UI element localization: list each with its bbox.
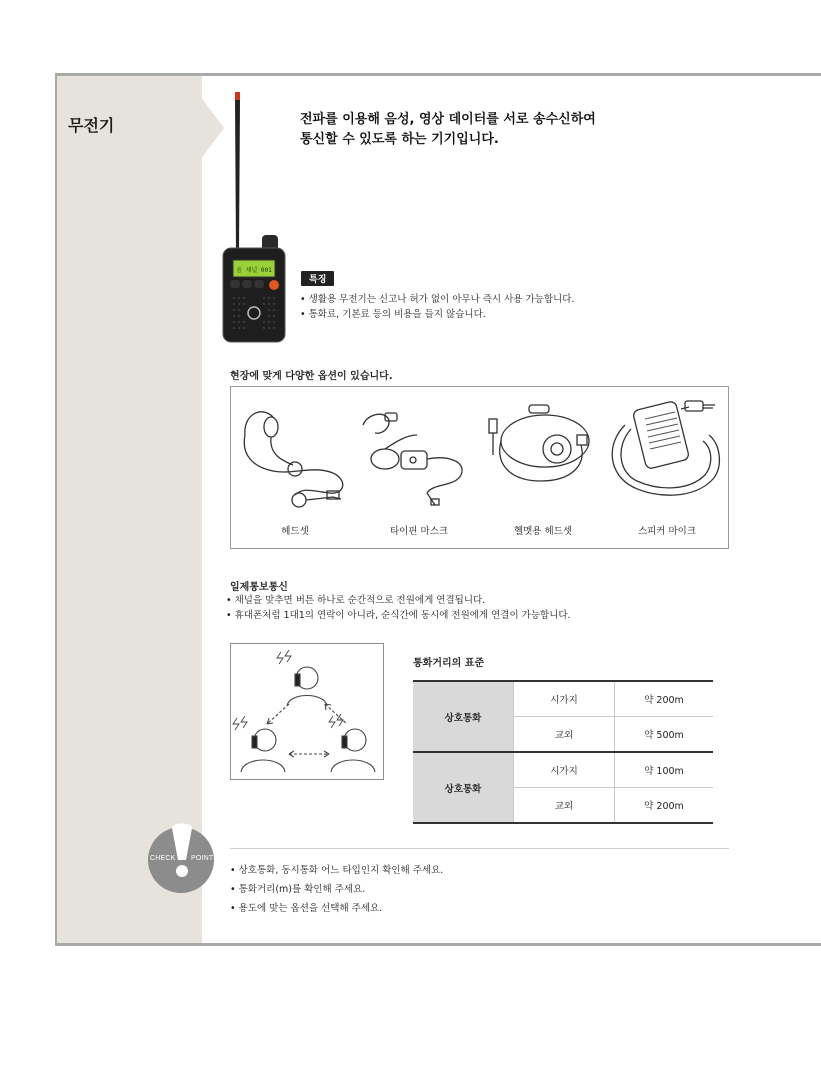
table-row xyxy=(413,681,713,717)
location-cell: 시가지 xyxy=(514,681,615,717)
sidebar-panel xyxy=(57,76,202,943)
feature-badge: 특징 xyxy=(301,271,334,286)
options-box xyxy=(230,386,729,549)
radio-screen-text: 음 채널 001 xyxy=(236,267,272,274)
feature-item: • 통화료, 기본료 등의 비용을 들지 않습니다. xyxy=(300,307,574,322)
check-point-label-right: POINT xyxy=(191,855,214,862)
feature-item: • 생활용 무전기는 신고나 허가 없이 아무나 즉시 사용 가능합니다. xyxy=(300,292,574,307)
option-label: 타이핀 마스크 xyxy=(389,526,449,537)
mode-cell: 상호통화 xyxy=(413,752,514,823)
range-table-title: 통화거리의 표준 xyxy=(413,658,485,669)
option-label: 헬멧용 헤드셋 xyxy=(513,526,573,537)
check-point-item: • 용도에 맞는 옵션을 선택해 주세요. xyxy=(230,899,443,918)
distance-cell: 약 100m xyxy=(615,752,714,788)
option-speaker-mic xyxy=(605,387,729,548)
section-title: 무전기 xyxy=(68,116,115,135)
check-point-label-left: CHECK xyxy=(150,855,176,862)
mode-cell: 상호통화 xyxy=(413,681,514,752)
group-call-title: 일제통보통신 xyxy=(230,582,288,593)
location-cell: 교외 xyxy=(514,788,615,824)
option-label: 헤드셋 xyxy=(281,526,309,537)
distance-cell: 약 200m xyxy=(615,788,714,824)
speaker-mic-icon xyxy=(605,395,729,515)
headset-icon xyxy=(233,395,357,515)
headline-line-1: 전파를 이용해 음성, 영상 데이터를 서로 송수신하여 xyxy=(300,112,596,127)
option-tiepin-mic xyxy=(357,387,481,548)
check-point-item: • 상호통화, 동시통화 어느 타입인지 확인해 주세요. xyxy=(230,861,443,880)
option-helmet-headset xyxy=(481,387,605,548)
headline-line-2: 통신할 수 있도록 하는 기기입니다. xyxy=(300,132,499,147)
sidebar-notch xyxy=(200,96,224,160)
exclamation-icon xyxy=(168,822,196,884)
divider xyxy=(230,848,729,849)
feature-list xyxy=(300,292,574,322)
walkie-talkie-icon xyxy=(222,92,292,348)
range-table xyxy=(413,680,713,824)
tiepin-mic-icon xyxy=(357,395,481,515)
distance-cell: 약 200m xyxy=(615,681,714,717)
headline xyxy=(300,110,596,150)
group-call-diagram xyxy=(230,643,384,780)
helmet-headset-icon xyxy=(481,395,605,515)
option-headset xyxy=(233,387,357,548)
group-call-item: • 채널을 맞추면 버튼 하나로 순간적으로 전원에게 연결됩니다. xyxy=(226,593,571,608)
location-cell: 시가지 xyxy=(514,752,615,788)
check-point-list xyxy=(230,861,443,918)
table-row xyxy=(413,752,713,788)
distance-cell: 약 500m xyxy=(615,717,714,753)
group-call-item: • 휴대폰처럼 1대1의 연락이 아니라, 순식간에 동시에 전원에게 연결이 가능합니다. xyxy=(226,608,571,623)
options-title: 현장에 맞게 다양한 옵션이 있습니다. xyxy=(230,371,393,382)
option-label: 스피커 마이크 xyxy=(637,526,697,537)
location-cell: 교외 xyxy=(514,717,615,753)
group-call-list xyxy=(226,593,571,623)
check-point-item: • 통화거리(m)를 확인해 주세요. xyxy=(230,880,443,899)
